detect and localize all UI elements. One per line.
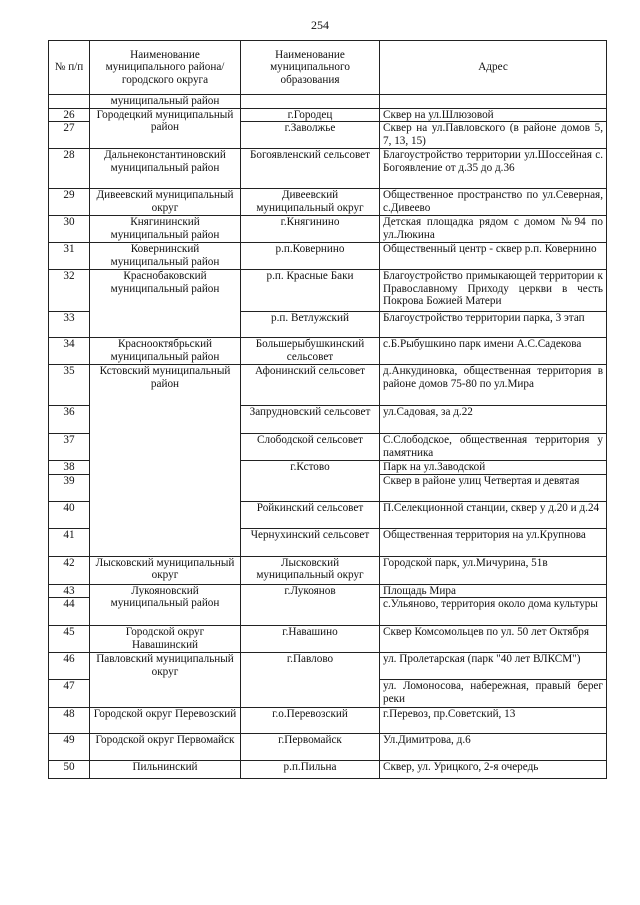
table-row bbox=[49, 216, 607, 243]
cell-municipality: р.п. Красные Баки bbox=[241, 270, 380, 312]
cell-municipality: р.п. Ветлужский bbox=[241, 312, 380, 338]
cell-district: Городской округ Перевозский bbox=[90, 708, 241, 734]
table-row bbox=[49, 338, 607, 365]
cell-address: ул. Ломоносова, набережная, правый берег реки bbox=[380, 680, 607, 708]
header-municipality: Наименование муниципального образования bbox=[241, 41, 380, 95]
cell-number bbox=[49, 95, 90, 109]
cell-municipality: г.Кстово bbox=[241, 461, 380, 502]
cell-district: Дальнеконстантиновский муниципальный район bbox=[90, 149, 241, 189]
cell-municipality: г.Павлово bbox=[241, 653, 380, 708]
cell-number: 32 bbox=[49, 270, 90, 312]
cell-municipality: Запрудновский сельсовет bbox=[241, 406, 380, 434]
table-row bbox=[49, 734, 607, 761]
cell-address: Благоустройство примыкающей территории к Православному Приходу церкви в честь Покрова Божией Матери bbox=[380, 270, 607, 312]
cell-district: Лысковский муниципальный округ bbox=[90, 556, 241, 584]
cell-address: Сквер Комсомольцев по ул. 50 лет Октября bbox=[380, 626, 607, 653]
cell-number: 30 bbox=[49, 216, 90, 243]
table-row bbox=[49, 149, 607, 189]
cell-municipality: г.Княгинино bbox=[241, 216, 380, 243]
cell-number: 39 bbox=[49, 474, 90, 501]
cell-municipality: р.п.Пильна bbox=[241, 761, 380, 779]
cell-number: 33 bbox=[49, 312, 90, 338]
table-header-row bbox=[49, 41, 607, 95]
cell-district: Краснобаковский муниципальный район bbox=[90, 270, 241, 338]
cell-address: Общественное пространство по ул.Северная, с.Дивеево bbox=[380, 189, 607, 216]
cell-address: ул.Садовая, за д.22 bbox=[380, 406, 607, 434]
cell-number: 40 bbox=[49, 501, 90, 528]
cell-number: 44 bbox=[49, 598, 90, 626]
cell-number: 27 bbox=[49, 122, 90, 149]
cell-number: 41 bbox=[49, 528, 90, 556]
cell-address: Городской парк, ул.Мичурина, 51в bbox=[380, 556, 607, 584]
cell-district: Лукояновский муниципальный район bbox=[90, 584, 241, 626]
cell-address: Площадь Мира bbox=[380, 584, 607, 598]
cell-number: 35 bbox=[49, 365, 90, 406]
continuation-row bbox=[49, 95, 607, 109]
cell-address: Сквер, ул. Урицкого, 2-я очередь bbox=[380, 761, 607, 779]
cell-number: 38 bbox=[49, 461, 90, 475]
table-row bbox=[49, 270, 607, 312]
cell-number: 36 bbox=[49, 406, 90, 434]
cell-number: 26 bbox=[49, 108, 90, 122]
cell-address: Ул.Димитрова, д.6 bbox=[380, 734, 607, 761]
cell-address bbox=[380, 95, 607, 109]
recreation-areas-table bbox=[48, 40, 607, 779]
cell-district-continuation: муниципальный район bbox=[90, 95, 241, 109]
cell-municipality: Чернухинский сельсовет bbox=[241, 528, 380, 556]
table-row bbox=[49, 556, 607, 584]
cell-number: 34 bbox=[49, 338, 90, 365]
table-row bbox=[49, 189, 607, 216]
cell-municipality bbox=[241, 95, 380, 109]
cell-municipality: р.п.Ковернино bbox=[241, 243, 380, 270]
cell-address: д.Анкудиновка, общественная территория в районе домов 75-80 по ул.Мира bbox=[380, 365, 607, 406]
table-row bbox=[49, 626, 607, 653]
cell-number: 28 bbox=[49, 149, 90, 189]
cell-municipality: Лысковский муниципальный округ bbox=[241, 556, 380, 584]
cell-municipality: г.Первомайск bbox=[241, 734, 380, 761]
cell-number: 46 bbox=[49, 653, 90, 680]
page-number: 254 bbox=[311, 18, 329, 32]
cell-address: Сквер на ул.Павловского (в районе домов 5, 7, 13, 15) bbox=[380, 122, 607, 149]
cell-district: Дивеевский муниципальный округ bbox=[90, 189, 241, 216]
table-row bbox=[49, 365, 607, 406]
cell-number: 48 bbox=[49, 708, 90, 734]
table-row bbox=[49, 761, 607, 779]
cell-district: Пильнинский bbox=[90, 761, 241, 779]
cell-district: Княгининский муниципальный район bbox=[90, 216, 241, 243]
cell-district: Городецкий муниципальный район bbox=[90, 108, 241, 149]
cell-address: Общественная территория на ул.Крупнова bbox=[380, 528, 607, 556]
cell-address: Общественный центр - сквер р.п. Ковернино bbox=[380, 243, 607, 270]
cell-municipality: Дивеевский муниципальный округ bbox=[241, 189, 380, 216]
cell-municipality: г.Навашино bbox=[241, 626, 380, 653]
cell-number: 47 bbox=[49, 680, 90, 708]
cell-address: с.Ульяново, территория около дома культуры bbox=[380, 598, 607, 626]
cell-municipality: г.о.Перевозский bbox=[241, 708, 380, 734]
cell-address: Сквер на ул.Шлюзовой bbox=[380, 108, 607, 122]
cell-address: П.Селекционной станции, сквер у д.20 и д.24 bbox=[380, 501, 607, 528]
cell-address: Парк на ул.Заводской bbox=[380, 461, 607, 475]
cell-number: 29 bbox=[49, 189, 90, 216]
cell-number: 45 bbox=[49, 626, 90, 653]
cell-address: ул. Пролетарская (парк "40 лет ВЛКСМ") bbox=[380, 653, 607, 680]
cell-municipality: г.Лукоянов bbox=[241, 584, 380, 626]
cell-district: Ковернинский муниципальный район bbox=[90, 243, 241, 270]
cell-address: Благоустройство территории парка, 3 этап bbox=[380, 312, 607, 338]
cell-address: Сквер в районе улиц Четвертая и девятая bbox=[380, 474, 607, 501]
cell-address: С.Слободское, общественная территория у памятника bbox=[380, 434, 607, 461]
cell-municipality: г.Городец bbox=[241, 108, 380, 122]
cell-number: 50 bbox=[49, 761, 90, 779]
table-row bbox=[49, 108, 607, 122]
table-row bbox=[49, 584, 607, 598]
cell-municipality: Афонинский сельсовет bbox=[241, 365, 380, 406]
cell-district: Краснооктябрьский муниципальный район bbox=[90, 338, 241, 365]
cell-municipality: Большерыбушкинский сельсовет bbox=[241, 338, 380, 365]
cell-district: Кстовский муниципальный район bbox=[90, 365, 241, 557]
cell-municipality: Богоявленский сельсовет bbox=[241, 149, 380, 189]
header-address: Адрес bbox=[380, 41, 607, 95]
cell-district: Павловский муниципальный округ bbox=[90, 653, 241, 708]
table-row bbox=[49, 653, 607, 680]
cell-number: 31 bbox=[49, 243, 90, 270]
cell-number: 37 bbox=[49, 434, 90, 461]
cell-district: Городской округ Первомайск bbox=[90, 734, 241, 761]
table-body bbox=[49, 95, 607, 779]
cell-address: г.Перевоз, пр.Советский, 13 bbox=[380, 708, 607, 734]
cell-district: Городской округ Навашинский bbox=[90, 626, 241, 653]
header-number: № п/п bbox=[49, 41, 90, 95]
cell-address: Детская площадка рядом с домом №94 по ул.Люкина bbox=[380, 216, 607, 243]
cell-number: 43 bbox=[49, 584, 90, 598]
header-district: Наименование муниципального района/ городского округа bbox=[90, 41, 241, 95]
cell-number: 42 bbox=[49, 556, 90, 584]
cell-address: с.Б.Рыбушкино парк имени А.С.Садекова bbox=[380, 338, 607, 365]
cell-municipality: Ройкинский сельсовет bbox=[241, 501, 380, 528]
cell-number: 49 bbox=[49, 734, 90, 761]
table-row bbox=[49, 708, 607, 734]
cell-municipality: Слободской сельсовет bbox=[241, 434, 380, 461]
cell-municipality: г.Заволжье bbox=[241, 122, 380, 149]
cell-address: Благоустройство территории ул.Шоссейная с. Богоявление от д.35 до д.36 bbox=[380, 149, 607, 189]
table-row bbox=[49, 243, 607, 270]
